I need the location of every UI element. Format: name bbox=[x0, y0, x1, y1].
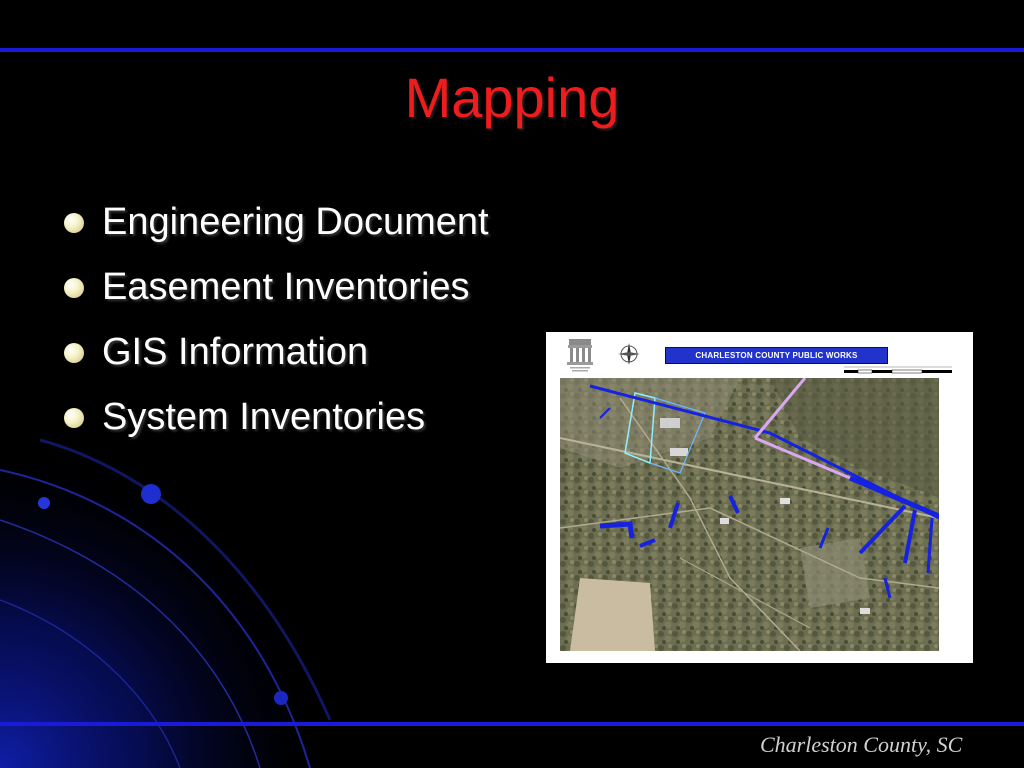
bullet-item bbox=[64, 320, 489, 385]
aerial-map-image bbox=[560, 378, 939, 651]
bullet-text: GIS Information bbox=[102, 331, 369, 373]
bullet-item bbox=[64, 190, 489, 255]
top-rule bbox=[0, 48, 1024, 52]
map-banner: CHARLESTON COUNTY PUBLIC WORKS bbox=[665, 347, 888, 364]
scale-bar-icon bbox=[842, 365, 957, 375]
bullet-dot-icon bbox=[64, 343, 84, 363]
bullet-text: Engineering Document bbox=[102, 201, 489, 243]
bullet-text: System Inventories bbox=[102, 396, 426, 438]
compass-rose-icon bbox=[618, 342, 640, 366]
bullet-item bbox=[64, 255, 489, 320]
bullet-text: Easement Inventories bbox=[102, 266, 470, 308]
footer-text: Charleston County, SC bbox=[760, 732, 963, 757]
bullet-dot-icon bbox=[64, 278, 84, 298]
slide-title: Mapping bbox=[404, 66, 620, 129]
bullet-list bbox=[64, 190, 489, 450]
bullet-dot-icon bbox=[64, 408, 84, 428]
bottom-rule bbox=[0, 722, 1024, 726]
map-figure bbox=[546, 332, 973, 663]
county-seal-icon bbox=[566, 336, 594, 374]
bullet-dot-icon bbox=[64, 213, 84, 233]
bullet-item bbox=[64, 385, 489, 450]
